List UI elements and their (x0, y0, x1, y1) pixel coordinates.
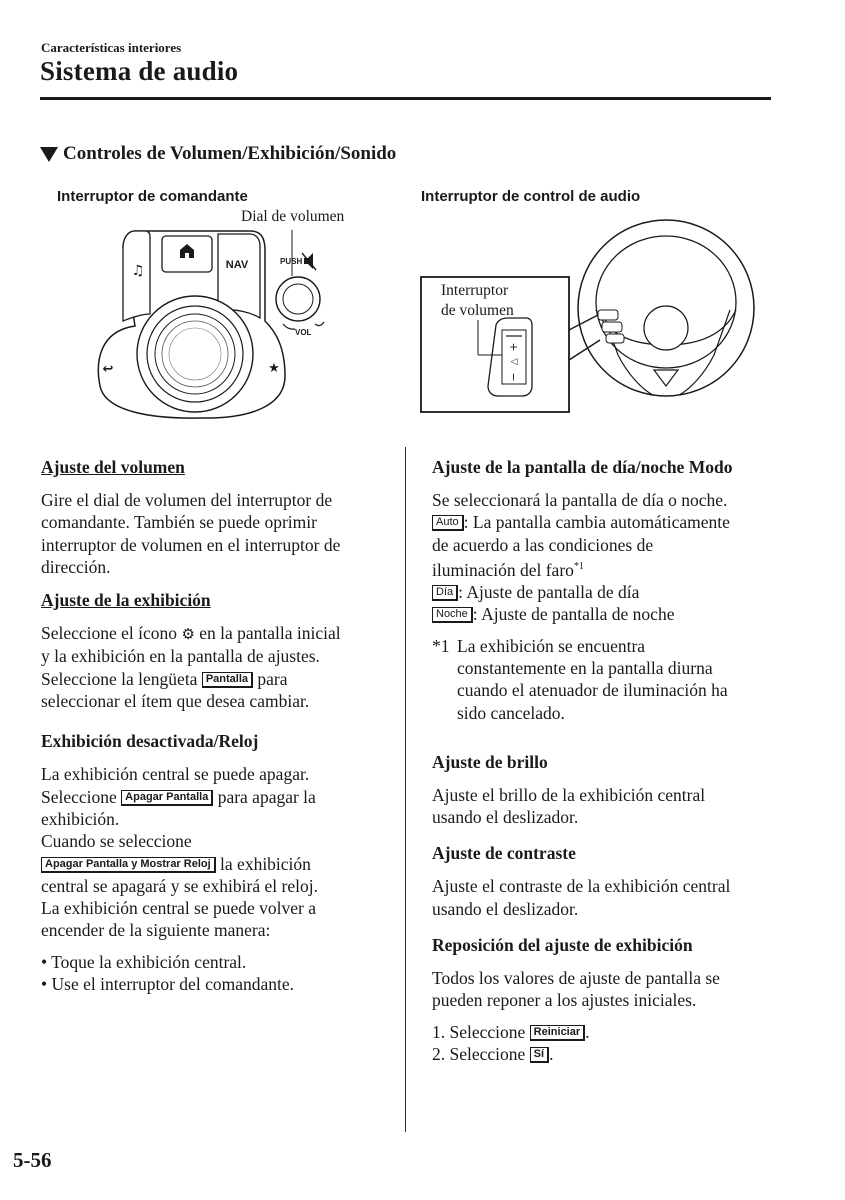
page-number: 5-56 (13, 1148, 52, 1172)
display-off-paragraph: La exhibición central se puede apagar. Seleccione Apagar Pantalla para apagar la exhibición. Cuando se seleccione Apagar Pantalla y Mostrar Reloj la exhibición central se apagará y se exhibirá el reloj. La exhibición central se puede volver a encender de la siguiente manera: (41, 764, 318, 941)
bullet-list (41, 951, 391, 996)
noche-key: Noche (432, 607, 473, 623)
heading-display-off: Exhibición desactivada/Reloj (41, 731, 259, 752)
auto-key: Auto (432, 515, 464, 531)
volume-switch-label-2: de volumen (441, 302, 514, 319)
list-item: • Use el interruptor del comandante. (41, 974, 294, 995)
contrast-paragraph: Ajuste el contraste de la exhibición central usando el deslizador. (432, 876, 731, 919)
heading-contrast: Ajuste de contraste (432, 843, 576, 864)
reset-paragraph: Todos los valores de ajuste de pantalla se pueden reponer a los ajustes iniciales. (432, 967, 720, 1011)
apagar-mostrar-reloj-key: Apagar Pantalla y Mostrar Reloj (41, 857, 216, 873)
apagar-pantalla-key: Apagar Pantalla (121, 790, 213, 806)
vol-label: VOL (295, 328, 312, 337)
favorite-star-icon: ★ (268, 361, 280, 376)
brightness-paragraph: Ajuste el brillo de la exhibición central usando el deslizador. (432, 784, 706, 828)
list-item: 1. Seleccione Reiniciar . (432, 1021, 590, 1042)
music-icon: ♫ (131, 263, 145, 279)
commander-caption: Interruptor de comandante (57, 188, 248, 205)
subsection-title: Controles de Volumen/Exhibición/Sonido (63, 143, 397, 164)
nav-button-label: NAV (225, 259, 249, 271)
list-item: • Toque la exhibición central. (41, 951, 247, 972)
volume-paragraph: Gire el dial de volumen del interruptor de comandante. También se puede oprimir interruptor de volumen en el interruptor de dirección. (41, 490, 341, 577)
heading-day-night: Ajuste de la pantalla de día/noche Modo (432, 457, 733, 477)
audio-switch-caption: Interruptor de control de audio (421, 188, 641, 205)
settings-gear-icon: ⚙ (181, 625, 195, 644)
heading-reset: Reposición del ajuste de exhibición (432, 934, 693, 955)
svg-text:+: + (507, 342, 520, 352)
volume-switch-label-1: Interruptor (441, 282, 509, 299)
volume-dial-label: Dial de volumen (241, 208, 345, 225)
list-item: 2. Seleccione Sí . (432, 1043, 554, 1064)
dia-key: Día (432, 585, 458, 601)
reiniciar-key: Reiniciar (530, 1025, 585, 1041)
push-label: PUSH (280, 257, 303, 266)
column-divider (405, 447, 406, 1132)
speaker-icon: ◁ (510, 357, 518, 367)
si-key: Sí (530, 1047, 549, 1063)
mute-icon (302, 253, 316, 270)
heading-volume: Ajuste del volumen (41, 457, 185, 477)
title-rule (40, 97, 771, 100)
heading-brightness: Ajuste de brillo (432, 751, 548, 772)
right-column (432, 456, 777, 1065)
heading-display: Ajuste de la exhibición (41, 590, 211, 611)
day-night-paragraph: Se seleccionará la pantalla de día o noche. Auto : La pantalla cambia automáticamente de acuerdo a las condiciones de iluminación del faro$^{*1}$ Día : Ajuste de pantalla de día Noche : Ajuste de pantalla de noche (432, 490, 730, 625)
pantalla-tab-key: Pantalla (202, 672, 253, 688)
svg-text:−: − (507, 372, 520, 382)
left-column (41, 456, 391, 995)
section-label: Características interiores (41, 40, 182, 55)
page-title: Sistema de audio (40, 56, 239, 86)
reset-steps (432, 1021, 777, 1066)
back-icon: ↩ (102, 362, 114, 377)
footnote: *1 La exhibición se encuentra constantemente en la pantalla diurna cuando el atenuador de iluminación ha sido cancelado. (432, 635, 728, 723)
commander-switch-illustration (90, 226, 340, 422)
triangle-down-icon (40, 147, 58, 162)
subsection-heading (40, 143, 396, 165)
display-paragraph: Seleccione el ícono ⚙ en la pantalla inicial y la exhibición en la pantalla de ajustes. Seleccione la lengüeta Pantalla para seleccionar el ítem que desea cambiar. (41, 623, 341, 712)
